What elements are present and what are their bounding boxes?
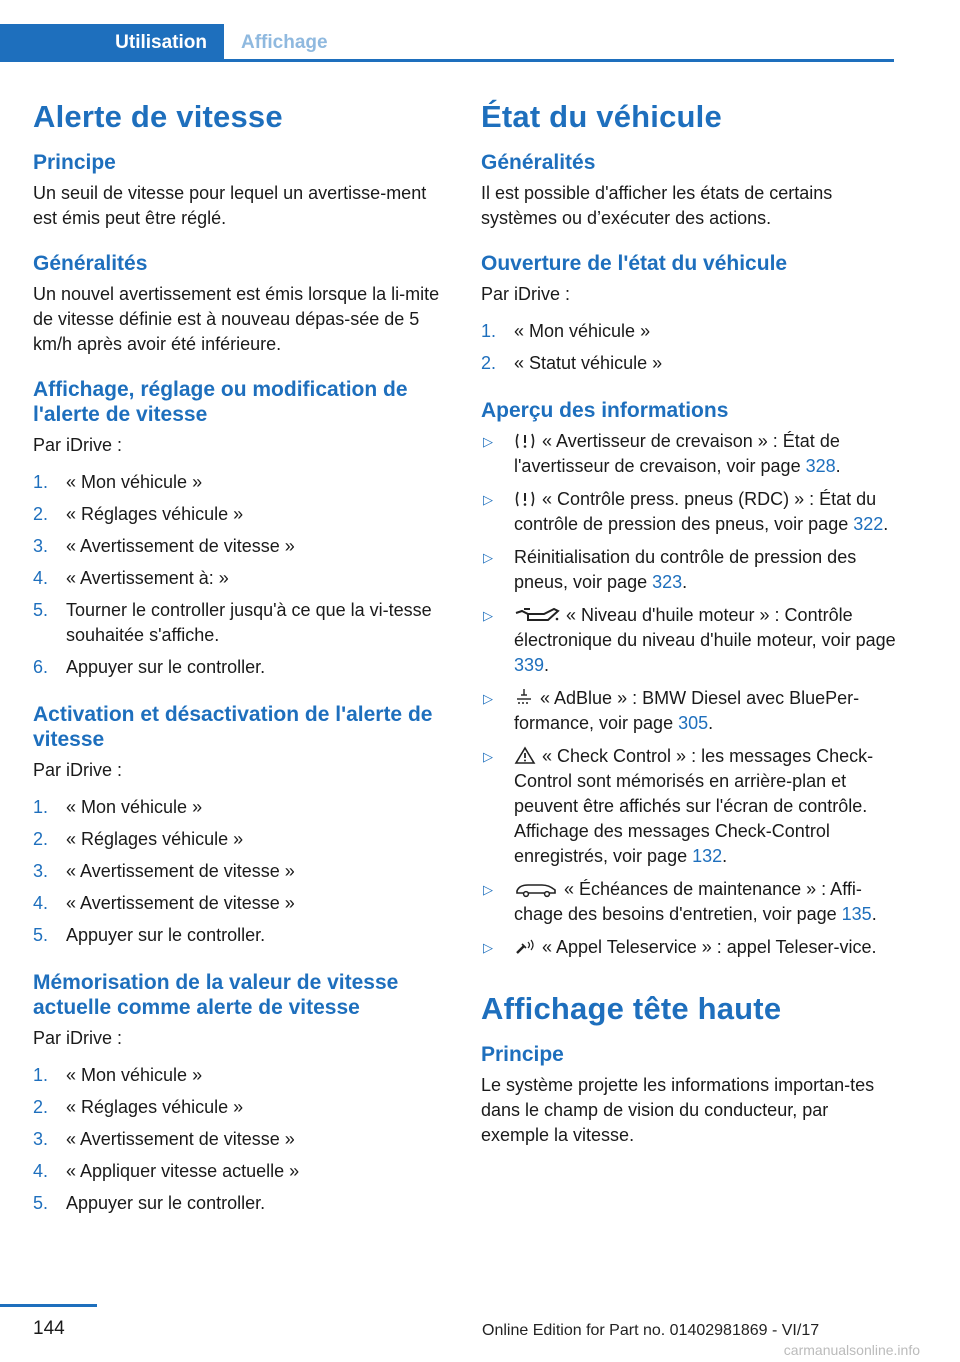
section-title-etat: État du véhicule xyxy=(481,99,722,134)
footer-rule xyxy=(0,1304,97,1307)
list-item: ▷ « AdBlue » : BMW Diesel avec BluePer‐formance, voir page 305. xyxy=(483,688,860,733)
list-item: 5. Tourner le controller jusqu'à ce que la vi‐tesse souhaitée s'affiche. xyxy=(33,600,432,645)
text-principe: Un seuil de vitesse pour lequel un avertisse‐ment est émis peut être réglé. xyxy=(33,183,427,228)
steps-list xyxy=(481,319,901,376)
left-column xyxy=(33,98,443,1238)
list-item: 1. « Mon véhicule » xyxy=(33,472,203,492)
page-link[interactable]: 328 xyxy=(805,456,836,476)
list-item: ▷ « Avertisseur de crevaison » : État de l'avertisseur de crevaison, voir page 328. xyxy=(483,431,841,476)
header-tab-affichage: Affichage xyxy=(241,32,328,53)
watermark: carmanualsonline.info xyxy=(783,1342,920,1358)
list-item: 4. « Appliquer vitesse actuelle » xyxy=(33,1161,300,1181)
warning-triangle-icon xyxy=(514,746,536,765)
steps-list xyxy=(33,795,443,948)
page-link[interactable]: 322 xyxy=(853,514,884,534)
list-item: ▷ Réinitialisation du contrôle de pression des pneus, voir page 323. xyxy=(483,547,857,592)
heading-generalites-etat: Généralités xyxy=(481,151,596,174)
list-item: 2. « Réglages véhicule » xyxy=(33,829,244,849)
lead-idrive: Par iDrive : xyxy=(481,284,571,304)
lead-idrive: Par iDrive : xyxy=(33,1028,123,1048)
list-item: 2. « Réglages véhicule » xyxy=(33,504,244,524)
heading-activation: Activation et désactivation de l'alerte de vitesse xyxy=(33,703,433,751)
edition-info: Online Edition for Part no. 01402981869 - VI/17 xyxy=(482,1322,820,1339)
service-car-icon xyxy=(514,880,558,898)
steps-list xyxy=(33,470,443,680)
lead-idrive: Par iDrive : xyxy=(33,435,123,455)
section-title-affichage-tete-haute: Affichage tête haute xyxy=(481,991,782,1026)
tire-warning-icon xyxy=(514,490,536,508)
adblue-icon xyxy=(514,687,534,707)
list-item: 3. « Avertissement de vitesse » xyxy=(33,536,295,556)
list-item: 2. « Réglages véhicule » xyxy=(33,1097,244,1117)
teleservice-icon xyxy=(514,938,536,956)
heading-generalites: Généralités xyxy=(33,252,148,275)
heading-memorisation: Mémorisation de la valeur de vitesse actuelle comme alerte de vitesse xyxy=(33,971,399,1019)
header-rule xyxy=(0,59,894,62)
heading-principe-hud: Principe xyxy=(481,1043,564,1066)
list-item: ▷ « Niveau d'huile moteur » : Contrôle électronique du niveau d'huile moteur, voir page 339. xyxy=(483,605,896,675)
tire-warning-icon xyxy=(514,432,536,450)
steps-list xyxy=(33,1063,443,1216)
right-column xyxy=(481,98,901,1168)
page-header xyxy=(0,24,894,62)
lead-idrive: Par iDrive : xyxy=(33,760,123,780)
heading-ouverture: Ouverture de l'état du véhicule xyxy=(481,252,788,275)
list-item: 4. « Avertissement de vitesse » xyxy=(33,893,295,913)
list-item: ▷ « Appel Teleservice » : appel Teleser‐vice. xyxy=(483,937,877,957)
list-item: 4. « Avertissement à: » xyxy=(33,568,229,588)
page-link[interactable]: 323 xyxy=(652,572,683,592)
list-item: 1. « Mon véhicule » xyxy=(481,321,651,341)
list-item: 3. « Avertissement de vitesse » xyxy=(33,861,295,881)
page-link[interactable]: 339 xyxy=(514,655,545,675)
list-item: 1. « Mon véhicule » xyxy=(33,797,203,817)
heading-affichage-reglage: Affichage, réglage ou modification de l'alerte de vitesse xyxy=(33,378,408,426)
list-item: 6. Appuyer sur le controller. xyxy=(33,657,266,677)
list-item: 2. « Statut véhicule » xyxy=(481,353,663,373)
page-link[interactable]: 135 xyxy=(841,904,872,924)
heading-apercu: Aperçu des informations xyxy=(481,399,729,422)
page-link[interactable]: 305 xyxy=(678,713,709,733)
text-principe-hud: Le système projette les informations importan‐tes dans le champ de vision du conducteur, par exemple la vitesse. xyxy=(481,1075,875,1145)
oil-can-icon xyxy=(514,606,560,624)
list-item: 3. « Avertissement de vitesse » xyxy=(33,1129,295,1149)
list-item: 5. Appuyer sur le controller. xyxy=(33,925,266,945)
list-item: ▷ « Check Control » : les messages Check-Control sont mémorisés en arrière-plan et peuvent être affichés sur l'écran de contrôle. Affichage des messages Check-Control enregistrés, voir page 132. xyxy=(483,746,874,866)
list-item: ▷ « Échéances de maintenance » : Affi‐chage des besoins d'entretien, voir page 135. xyxy=(483,879,877,924)
list-item: ▷ « Contrôle press. pneus (RDC) » : État du contrôle de pression des pneus, voir page 322. xyxy=(483,489,889,534)
header-tab-utilisation: Utilisation xyxy=(0,24,224,62)
page-number: 144 xyxy=(33,1318,65,1339)
heading-principe: Principe xyxy=(33,151,116,174)
text-generalites: Un nouvel avertissement est émis lorsque la li‐mite de vitesse définie est à nouveau dépas‐sée de 5 km/h après avoir été inférieure. xyxy=(33,284,440,354)
section-title-alerte: Alerte de vitesse xyxy=(33,99,283,134)
list-item: 5. Appuyer sur le controller. xyxy=(33,1193,266,1213)
info-list xyxy=(481,429,901,960)
list-item: 1. « Mon véhicule » xyxy=(33,1065,203,1085)
page-link[interactable]: 132 xyxy=(692,846,723,866)
text-generalites-etat: Il est possible d'afficher les états de certains systèmes ou d’exécuter des actions. xyxy=(481,183,833,228)
